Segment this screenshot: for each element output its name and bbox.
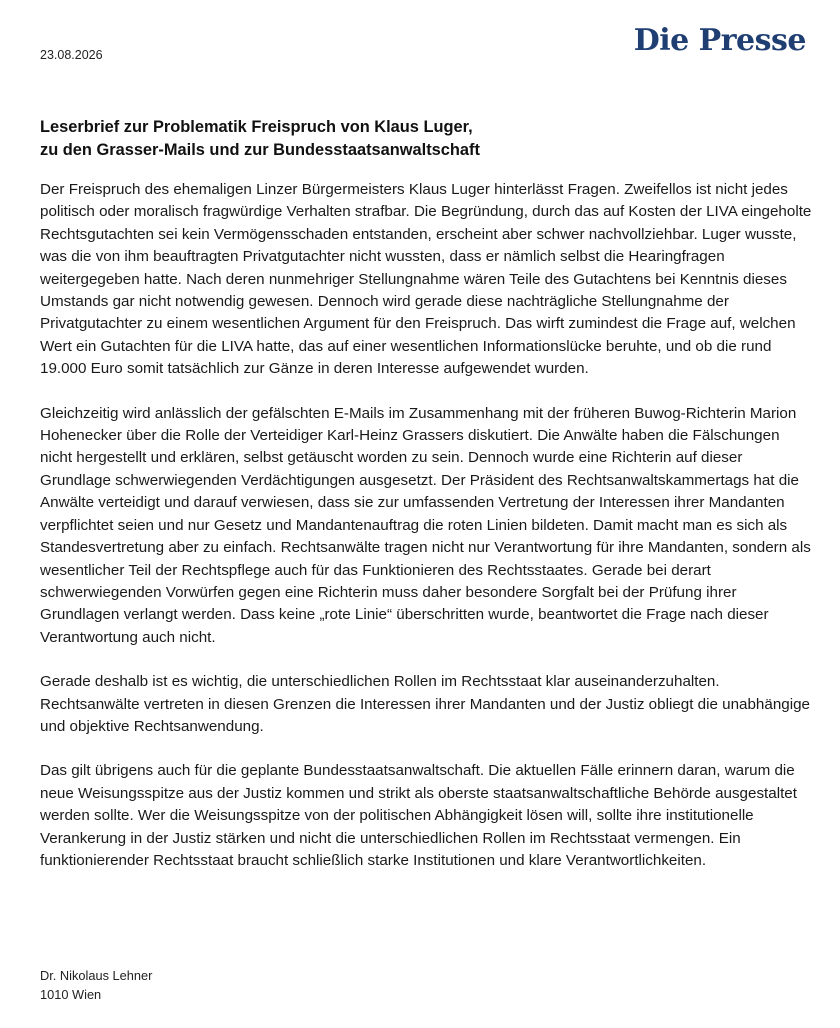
paragraph-3: Gerade deshalb ist es wichtig, die unterschiedlichen Rollen im Rechtsstaat klar auseinanderzuhalten. Rechtsanwälte vertreten in diesen Grenzen die Interessen ihrer Mandanten und der Justiz obliegt die unabhängige und objektive Rechtsanwendung.	[40, 673, 810, 735]
signature-block	[40, 966, 152, 1004]
paragraph-2: Gleichzeitig wird anlässlich der gefälschten E-Mails im Zusammenhang mit der früheren Buwog-Richterin Marion Hohenecker über die Rolle der Verteidiger Karl-Heinz Grassers diskutiert. Die Anwälte haben die Fälschungen nicht hergestellt und erklären, selbst getäuscht worden zu sein. Dennoch wurde eine Richterin auf dieser Grundlage schwerwiegenden Verdächtigungen ausgesetzt. Der Präsident des Rechtsanwaltskammertags hat die Anwälte verteidigt und darauf verwiesen, dass sie zur umfassenden Vertretung der Interessen ihrer Mandanten verpflichtet seien und nur Gesetz und Mandantenauftrag die roten Linien bildeten. Damit macht man es sich als Standesvertretung aber zu einfach. Rechtsanwälte tragen nicht nur Verantwortung für ihre Mandanten, sondern als wesentlicher Teil der Rechtspflege auch für das Funktionieren des Rechtsstaates. Gerade bei derart schwerwiegenden Vorwürfen gegen eine Richterin muss daher besondere Sorgfalt bei der Prüfung ihrer Grundlagen verlangt werden. Dass keine „rote Linie“ überschritten wurde, beantwortet die Frage nach dieser Verantwortung auch nicht.	[40, 404, 811, 646]
paragraph-1: Der Freispruch des ehemaligen Linzer Bürgermeisters Klaus Luger hinterlässt Fragen. Zweifellos ist nicht jedes politisch oder moralisch fragwürdige Verhalten strafbar. Die Begründung, durch das auf Kosten der LIVA eingeholte Rechtsgutachten sei kein Vermögensschaden entstanden, erscheint aber schwer nachvollziehbar. Luger wusste, was die von ihm beauftragten Privatgutachter nicht wussten, dass er nämlich selbst die Hearingfragen weitergegeben hatte. Nach deren nunmehriger Stellungnahme wären Teile des Gutachtens bei Kenntnis dieses Umstands gar nicht notwendig gewesen. Dennoch wird gerade diese nachträgliche Stellungnahme der Privatgutachter zu einem wesentlichen Argument für den Freispruch. Das wirft zumindest die Frage auf, welchen Wert ein Gutachten für die LIVA hatte, das auf einer wesentlichen Informationslücke beruhte, und ob die rund 19.000 Euro somit tatsächlich zur Gänze in deren Interesse aufgewendet wurden.	[40, 181, 812, 378]
paragraph-4: Das gilt übrigens auch für die geplante Bundesstaatsanwaltschaft. Die aktuellen Fälle erinnern daran, warum die neue Weisungsspitze aus der Justiz kommen und strikt als oberste staatsanwaltschaftliche Behörde ausgestaltet werden sollte. Wer die Weisungsspitze von der politischen Abhängigkeit lösen will, sollte ihre institutionelle Verankerung in der Justiz stärken und nicht die unterschiedlichen Rollen im Rechtsstaat vermengen. Ein funktionierender Rechtsstaat braucht schließlich starke Institutionen und klare Verantwortlichkeiten.	[40, 762, 797, 869]
signature-address: 1010 Wien	[40, 987, 102, 1002]
signature-name: Dr. Nikolaus Lehner	[40, 968, 153, 983]
letter-title-line-1: Leserbrief zur Problematik Freispruch von Klaus Luger,	[40, 118, 473, 136]
letter-date: 23.08.2026	[40, 48, 103, 62]
letter-title	[40, 116, 812, 162]
die-presse-logo: Die Presse	[633, 23, 806, 58]
letter-title-line-2: zu den Grasser-Mails und zur Bundesstaatsanwaltschaft	[40, 141, 480, 159]
letter-content	[40, 116, 812, 894]
